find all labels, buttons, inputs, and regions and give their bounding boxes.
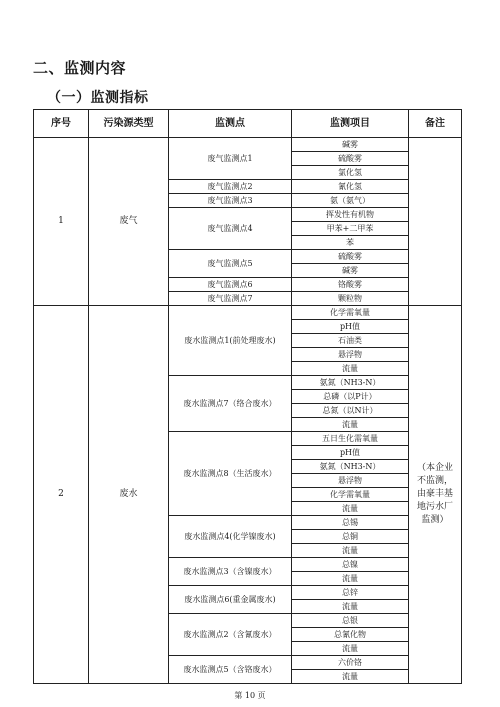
- header-monitoring-item: 监测项目: [292, 110, 409, 138]
- monitoring-point: 废水监测点7（络合废水）: [169, 376, 292, 432]
- monitoring-item: 总磷（以P计）: [292, 390, 409, 404]
- monitoring-item: 化学需氧量: [292, 306, 409, 320]
- table-row: [34, 138, 462, 152]
- monitoring-point: 废水监测点1(前处理废水): [169, 306, 292, 376]
- header-source-type: 污染源类型: [89, 110, 169, 138]
- remark: （本企业不监测，由豪丰基地污水厂监测）: [409, 306, 462, 684]
- monitoring-item: 石油类: [292, 334, 409, 348]
- monitoring-item: 总氰化物: [292, 628, 409, 642]
- monitoring-item: 总铜: [292, 530, 409, 544]
- monitoring-table: [33, 109, 462, 684]
- monitoring-item: 流量: [292, 642, 409, 656]
- subsection-title: （一）监测指标: [47, 90, 149, 106]
- row-number: 1: [34, 138, 89, 306]
- monitoring-item: 总氮（以N计）: [292, 404, 409, 418]
- monitoring-item: 碱雾: [292, 264, 409, 278]
- table-header-row: [34, 110, 462, 138]
- monitoring-item: 悬浮物: [292, 474, 409, 488]
- section-title: 二、监测内容: [33, 59, 127, 77]
- monitoring-item: pH值: [292, 320, 409, 334]
- monitoring-item: pH值: [292, 446, 409, 460]
- monitoring-point: 废气监测点5: [169, 250, 292, 278]
- monitoring-item: 化学需氧量: [292, 488, 409, 502]
- monitoring-item: 氰化氢: [292, 180, 409, 194]
- monitoring-item: 挥发性有机物: [292, 208, 409, 222]
- remark: [409, 138, 462, 306]
- monitoring-item: 苯: [292, 236, 409, 250]
- monitoring-item: 悬浮物: [292, 348, 409, 362]
- monitoring-point: 废气监测点6: [169, 278, 292, 292]
- monitoring-item: 流量: [292, 362, 409, 376]
- page-number: 第 10 页: [234, 691, 266, 700]
- monitoring-item: 颗粒物: [292, 292, 409, 306]
- monitoring-point: 废气监测点3: [169, 194, 292, 208]
- monitoring-item: 流量: [292, 418, 409, 432]
- table-body: [34, 138, 462, 684]
- row-number: 2: [34, 306, 89, 684]
- table-row: [34, 306, 462, 320]
- monitoring-item: 流量: [292, 544, 409, 558]
- monitoring-point: 废水监测点6(重金属废水): [169, 586, 292, 614]
- monitoring-point: 废气监测点4: [169, 208, 292, 250]
- monitoring-item: 流量: [292, 600, 409, 614]
- monitoring-point: 废气监测点1: [169, 138, 292, 180]
- source-type: 废水: [89, 306, 169, 684]
- monitoring-item: 流量: [292, 670, 409, 684]
- monitoring-item: 氨氮（NH3-N）: [292, 460, 409, 474]
- header-no: 序号: [34, 110, 89, 138]
- monitoring-item: 硫酸雾: [292, 152, 409, 166]
- monitoring-point: 废水监测点4(化学镍废水): [169, 516, 292, 558]
- monitoring-point: 废水监测点8（生活废水）: [169, 432, 292, 516]
- monitoring-item: 硫酸雾: [292, 250, 409, 264]
- monitoring-item: 六价铬: [292, 656, 409, 670]
- monitoring-item: 总银: [292, 614, 409, 628]
- monitoring-item: 总镍: [292, 558, 409, 572]
- monitoring-item: 流量: [292, 572, 409, 586]
- monitoring-item: 五日生化需氧量: [292, 432, 409, 446]
- monitoring-item: 流量: [292, 502, 409, 516]
- monitoring-item: 总锡: [292, 516, 409, 530]
- monitoring-point: 废水监测点2（含氰废水）: [169, 614, 292, 656]
- monitoring-item: 甲苯+二甲苯: [292, 222, 409, 236]
- monitoring-item: 氨氮（NH3-N）: [292, 376, 409, 390]
- source-type: 废气: [89, 138, 169, 306]
- header-monitoring-point: 监测点: [169, 110, 292, 138]
- monitoring-point: 废水监测点3（含镍废水）: [169, 558, 292, 586]
- monitoring-point: 废气监测点7: [169, 292, 292, 306]
- monitoring-item: 氨（氨气）: [292, 194, 409, 208]
- monitoring-item: 铬酸雾: [292, 278, 409, 292]
- monitoring-item: 氯化氢: [292, 166, 409, 180]
- monitoring-point: 废气监测点2: [169, 180, 292, 194]
- monitoring-point: 废水监测点5（含铬废水）: [169, 656, 292, 684]
- monitoring-item: 碱雾: [292, 138, 409, 152]
- header-remark: 备注: [409, 110, 462, 138]
- monitoring-item: 总锌: [292, 586, 409, 600]
